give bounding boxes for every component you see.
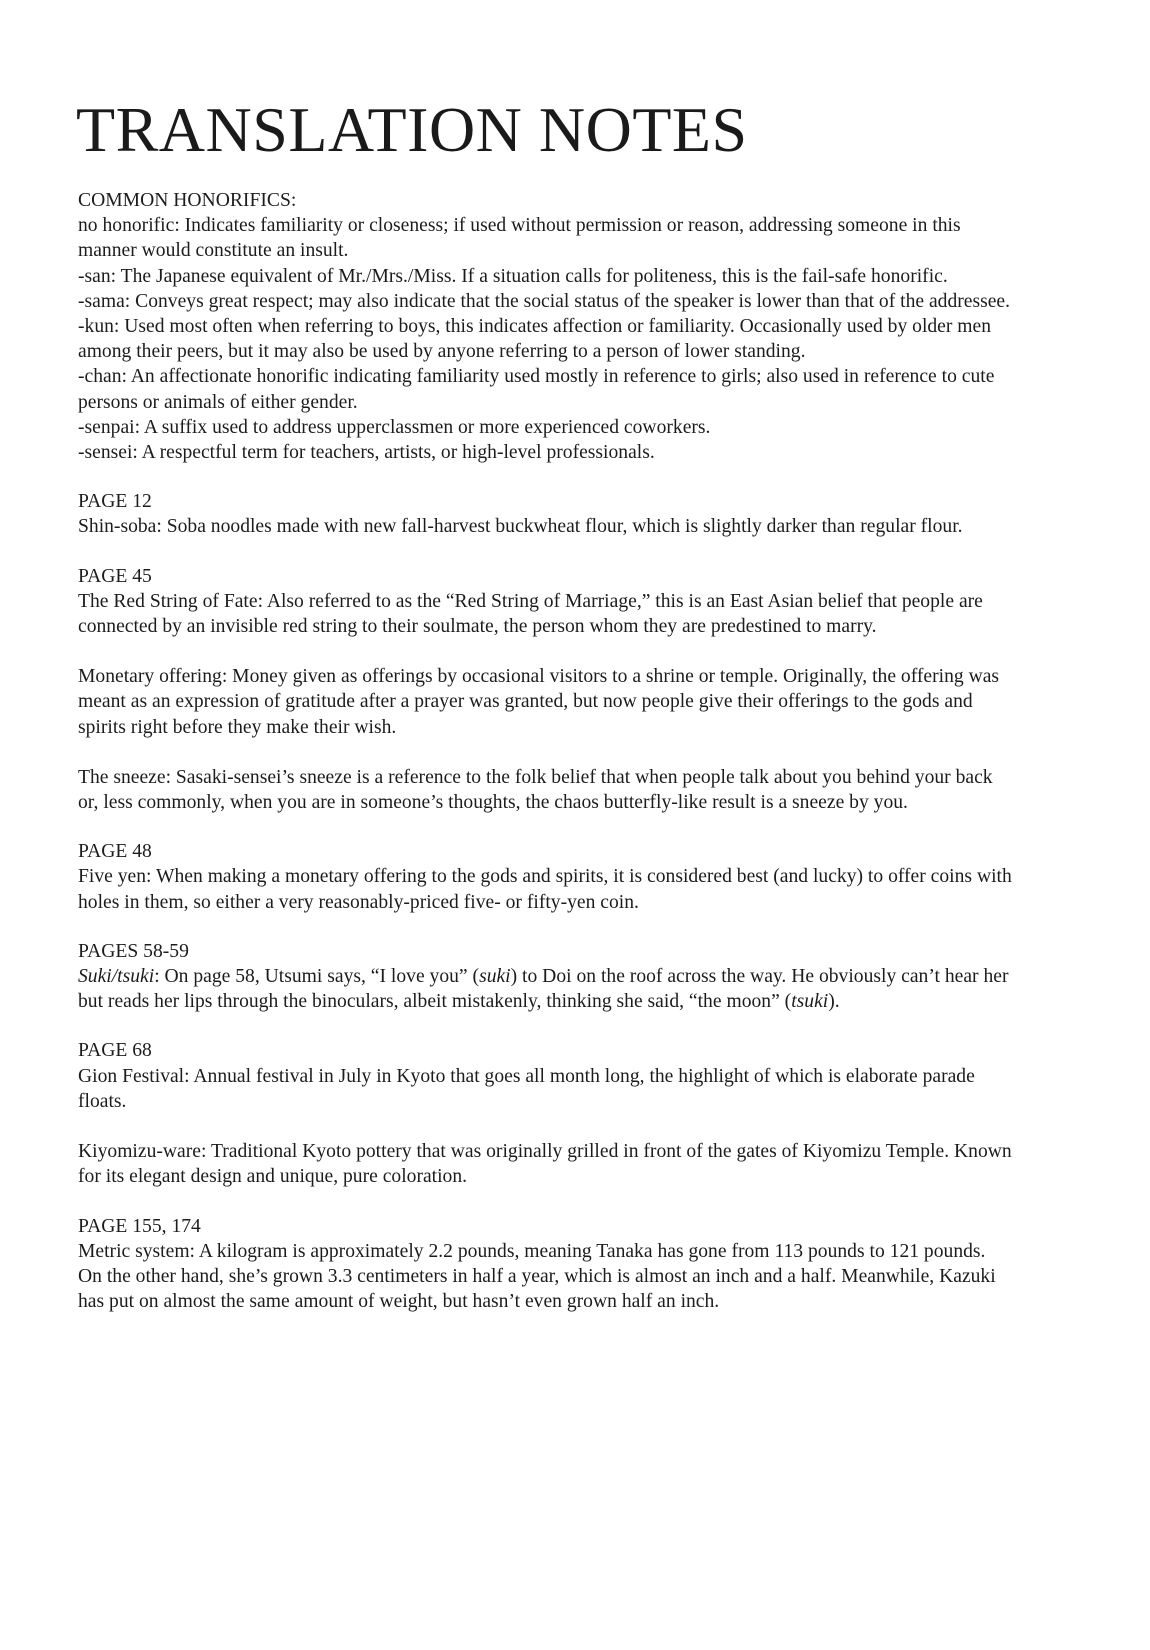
honorific-item: no honorific: Indicates familiarity or closeness; if used without permission or reason, addressing someone in this manner would constitute an insult.	[78, 215, 961, 262]
page-heading: PAGE 45	[78, 565, 152, 587]
page-heading: PAGE 12	[78, 491, 152, 513]
note-pages-58-59	[78, 939, 1013, 1015]
text-segment: : On page 58, Utsumi says, “I love you” (	[154, 966, 480, 988]
honorifics-section	[78, 188, 1013, 465]
text-segment: ) to Doi on the roof across the way. He obviously can’t hear her but reads her lips through the binoculars, albeit mistakenly, thinking she said, “the moon” (	[78, 966, 1009, 1013]
page-heading: PAGE 155, 174	[78, 1215, 201, 1237]
text-segment: ).	[828, 991, 840, 1013]
page-heading: PAGE 48	[78, 841, 152, 863]
honorific-item: -sama: Conveys great respect; may also indicate that the social status of the speaker is lower than that of the addressee.	[78, 290, 1011, 312]
japanese-word: suki	[479, 966, 511, 988]
note-text: Kiyomizu-ware: Traditional Kyoto pottery that was originally grilled in front of the gates of Kiyomizu Temple. Known for its elegant design and unique, pure coloration.	[78, 1141, 1012, 1188]
note-text: The Red String of Fate: Also referred to as the “Red String of Marriage,” this is an East Asian belief that people are connected by an invisible red string to their soulmate, the person whom they are predestined to marry.	[78, 590, 983, 638]
note-text: Metric system: A kilogram is approximately 2.2 pounds, meaning Tanaka has gone from 113 pounds to 121 pounds. On the other hand, she’s grown 3.3 centimeters in half a year, which is almost an inch and a half. Meanwhile, Kazuki has put on almost the same amount of weight, but hasn’t even grown half an inch.	[78, 1240, 996, 1313]
note-page-48	[78, 839, 1013, 915]
term: Suki/tsuki	[78, 966, 155, 988]
note-text	[78, 964, 1013, 1014]
page-heading: PAGE 68	[78, 1040, 152, 1062]
japanese-word: tsuki	[791, 991, 829, 1013]
note-text: Shin-soba: Soba noodles made with new fall-harvest buckwheat flour, which is slightly darker than regular flour.	[78, 516, 963, 538]
note-text: The sneeze: Sasaki-sensei’s sneeze is a reference to the folk belief that when people talk about you behind your back or, less commonly, when you are in someone’s thoughts, the chaos butterfly-like result is a sneeze by you.	[78, 766, 993, 814]
honorific-item: -kun: Used most often when referring to boys, this indicates affection or familiarity. Occasionally used by older men among their peers, but it may also be used by anyone referring to a person of lower standing.	[78, 316, 992, 363]
note-page-45	[78, 564, 1013, 816]
honorific-item: -senpai: A suffix used to address upperclassmen or more experienced coworkers.	[78, 416, 711, 438]
honorific-item: -san: The Japanese equivalent of Mr./Mrs./Miss. If a situation calls for politeness, this is the fail-safe honorific.	[78, 265, 948, 287]
notes-body	[78, 188, 1013, 1338]
note-page-12	[78, 489, 1013, 539]
note-text: Monetary offering: Money given as offerings by occasional visitors to a shrine or temple. Originally, the offering was meant as an expression of gratitude after a prayer was granted, but now people give their offerings to the gods and spirits right before they make their wish.	[78, 666, 1000, 738]
note-page-155-174	[78, 1214, 1013, 1315]
honorific-item: -chan: An affectionate honorific indicating familiarity used mostly in reference to girls; also used in reference to cute persons or animals of either gender.	[78, 366, 995, 413]
page-heading: PAGES 58-59	[78, 940, 189, 962]
honorific-item: -sensei: A respectful term for teachers, artists, or high-level professionals.	[78, 442, 655, 464]
note-text: Gion Festival: Annual festival in July in Kyoto that goes all month long, the highlight of which is elaborate parade floats.	[78, 1065, 975, 1112]
page-title: TRANSLATION NOTES	[76, 94, 748, 165]
note-page-68	[78, 1038, 1013, 1189]
section-heading: COMMON HONORIFICS:	[78, 190, 297, 211]
note-text: Five yen: When making a monetary offering to the gods and spirits, it is considered best (and lucky) to offer coins with holes in them, so either a very reasonably-priced five- or fifty-yen coin.	[78, 866, 1012, 913]
